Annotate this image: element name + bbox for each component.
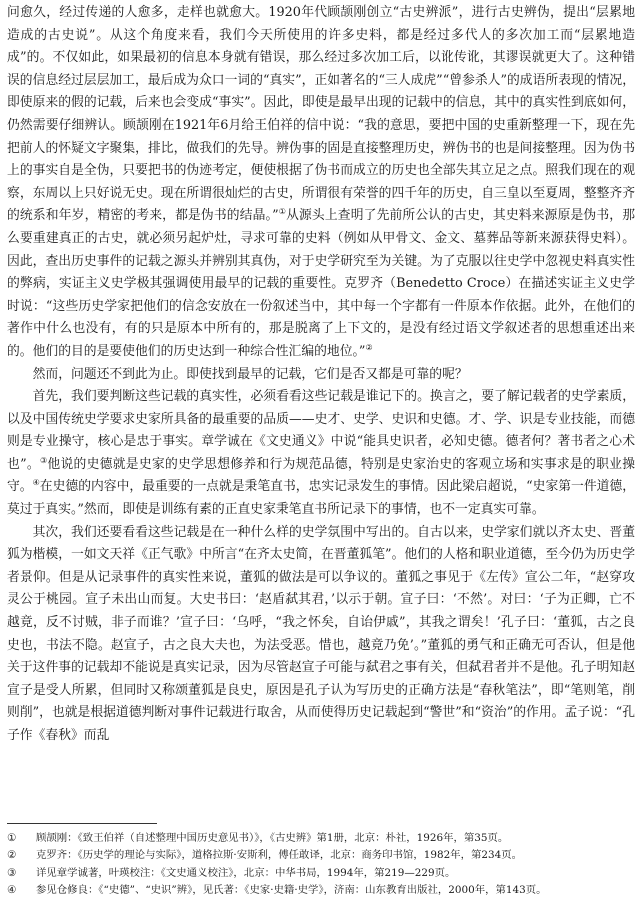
footnote-text: 顾颉刚：《致王伯祥（自述整理中国历史意见书）》，《古史辨》第1册，北京：朴社，1926年，第35页。 (36, 832, 509, 844)
footnote-text: 克罗齐：《历史学的理论与实际》，道格拉斯·安斯利，傅任敢译，北京：商务印书馆，1982年，第234页。 (36, 849, 522, 862)
footnote-marker: ③ (39, 455, 48, 465)
footnote-number: ② (7, 849, 17, 862)
footnotes (7, 830, 635, 900)
paragraph-3: 首先，我们要判断这些记载的真实性，必须看看这些记载是谁记下的。换言之，要了解记载者的史学素质，以及中国传统史学要求史家所具备的最重要的品质——史才、史学、史识和史德。才、学、识是专业技能，而德则是专业操守，核心是忠于事实。章学诚在《文史通义》中说“能具史识者，必知史德。德者何？著书者之心术也”。③他说的史德就是史家的史学思想修养和行为规范品德，特别是史家治史的客观立场和实事求是的职业操守。④在史德的内容中，最重要的一点就是秉笔直书，忠实记录发生的事情。因此梁启超说，“史家第一件道德，莫过于真实。”然而，即使是训练有素的正直史家秉笔直书所记录下的事情，也不一定真实可靠。 (7, 389, 636, 518)
footnote-number: ③ (7, 866, 17, 879)
footnote-divider (7, 823, 157, 824)
footnote-number: ① (7, 832, 17, 844)
footnote-4 (7, 882, 635, 899)
paragraph-4: 其次，我们还要看看这些记载是在一种什么样的史学氛围中写出的。自古以来，史学家们就以齐太史、晋董狐为楷模，一如文天祥《正气歌》中所言“在齐太史简，在晋董狐笔”。他们的人格和职业道德，至今仍为历史学者景仰。但是从记录事件的真实性来说，董狐的做法是可以争议的。董狐之事见于《左传》宣公二年，“赵穿攻灵公于桃园。宣子未出山而复。大史书曰：‘赵盾弑其君，’以示于朝。宣子曰：‘不然’。对曰：‘子为正卿，亡不越竟，反不讨贼，非子而谁？’宣子曰：‘乌呼，“我之怀矣，自诒伊戚”，其我之谓矣！’孔子曰：‘董狐，古之良史也，书法不隐。赵宣子，古之良大夫也，为法受恶。惜也，越竟乃免’。”董狐的勇气和正确无可否认，但是他关于这件事的记载却不能说是真实记录，因为尽管赵宣子可能与弑君之事有关，但弑君者并不是他。孔子明知赵宣子是受人所累，但同时又称颂董狐是良史，原因是孔子认为写历史的正确方法是“春秋笔法”，即“笔则笔，削则削”，也就是根据道德判断对事件记载进行取舍，从而使得历史记载起到“警世”和“资治”的作用。孟子说：“孔子作《春秋》而乱 (7, 524, 635, 743)
footnote-2 (7, 847, 635, 864)
paragraph-2: 然而，问题还不到此为止。即使找到最早的记载，它们是否又都是可靠的呢？ (32, 366, 468, 382)
footnote-marker: ② (365, 342, 373, 352)
paragraph-1: 问愈久，经过传递的人愈多，走样也就愈大。1920年代顾颉刚创立“古史辨派”，进行古史辨伪，提出“层累地造成的古史说”。从这个角度来看，我们今天所使用的许多史料，都是经过多代人的多次加工而“层累地造成”的。不仅如此，如果最初的信息本身就有错误，那么经过多次加工后，以讹传讹，其谬误就更大了。这种错误的信息经过层层加工，最后成为众口一词的“真实”，正如著名的“三人成虎”“曾参杀人”的成语所表现的情况，即使原来的假的记载，后来也会变成“事实”。因此，即使是最早出现的记载中的信息，其中的真实性到底如何，仍然需要仔细辨认。顾颉刚在1921年6月给王伯祥的信中说：“我的意思，要把中国的史重新整理一下，现在先把前人的怀疑文字聚集，排比，做我们的先导。辨伪事的固是直接整理历史，辨伪书的也是间接整理。因为伪书上的事实自是全伪，只要把书的伪迹考定，便使根据了伪书而成立的历史也全部失其立足之点。照我们现在的观察，东周以上只好说无史。现在所谓很灿烂的古史，所谓很有荣誉的四千年的历史，自三皇以至夏周，整整齐齐的统系和年岁，精密的考来，都是伪书的结晶。”①从源头上查明了先前所公认的古史，其史料来源原是伪书，那么要重建真正的古史，就必须另起炉灶，寻求可靠的史料（例如从甲骨文、金文、墓葬品等新来源获得史料）。因此，查出历史事件的记载之源头并辨别其真伪，对于史学研究至为关键。为了克服以往史学中忽视史料真实性的弊病，实证主义史学极其强调使用最早的记载的重要性。克罗齐（Benedetto Croce）在描述实证主义史学时说：“这些历史学家把他们的信念安放在一份叙述当中，其中每一个字都有一件原本作依据。此外，在他们的著作中什么也没有，有的只是原本中所有的，那是脱离了上下文的，是没有经过语文学叙述者的思想重述出来的。他们的目的是要使他们的历史达到一种综合性汇编的地位。”② (7, 5, 636, 359)
footnote-1 (7, 830, 635, 847)
footnote-marker: ④ (32, 478, 40, 488)
footnote-text: 详见章学诚著，叶瑛校注：《文史通义校注》，北京：中华书局，1994年，第219—229页。 (36, 866, 456, 879)
footnote-number: ④ (7, 884, 17, 897)
body-text (7, 2, 635, 748)
footnote-marker: ① (278, 207, 287, 217)
footnote-3 (7, 865, 635, 882)
footnote-text: 参见仓修良：《“史德”、“史识”辨》，见氏著：《史家·史籍·史学》，济南：山东教育出版社，2000年，第143页。 (36, 884, 547, 897)
